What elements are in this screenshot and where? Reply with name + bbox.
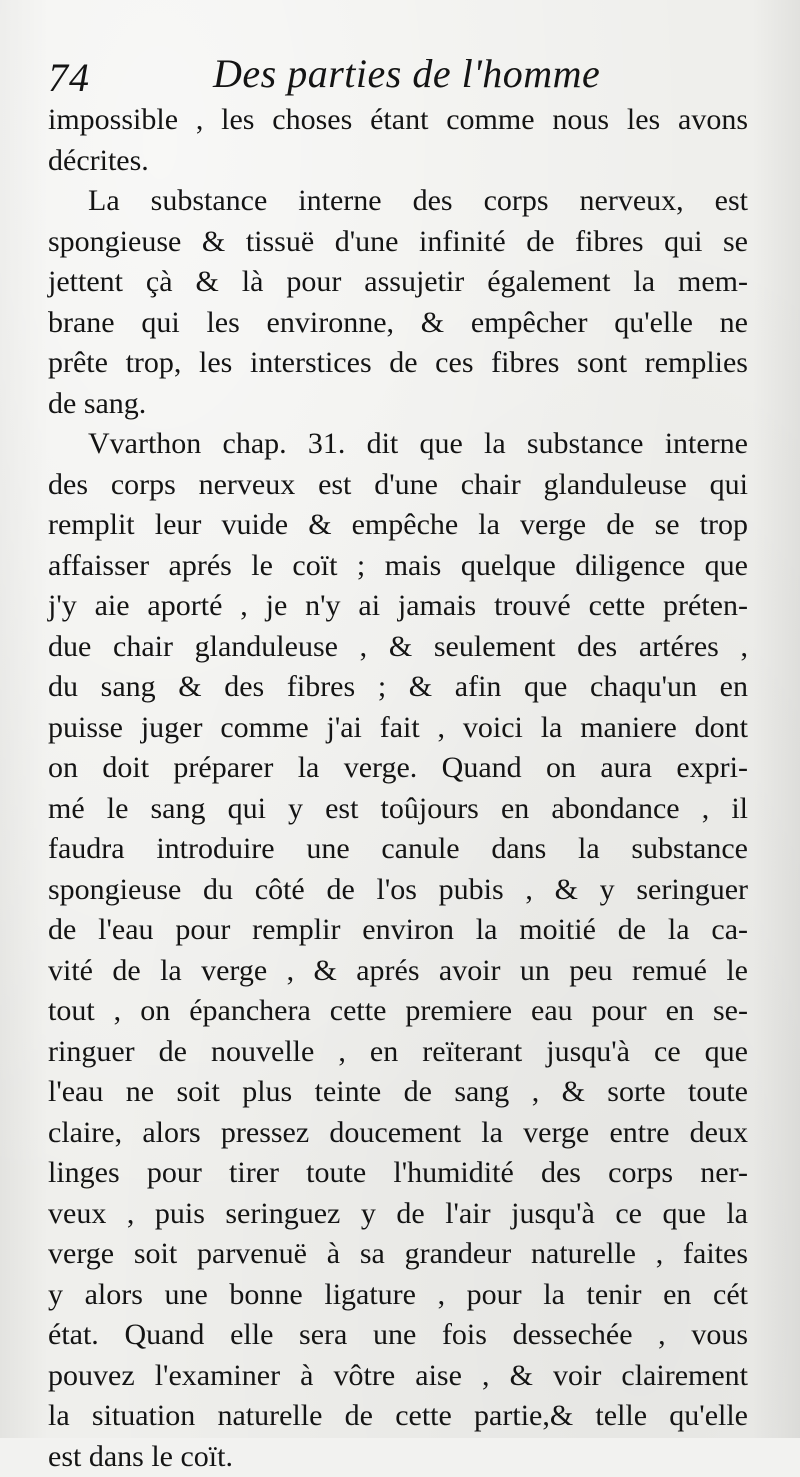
text-line: pouvez l'examiner à vôtre aise , & voir clairement <box>48 1356 748 1397</box>
text-line: du sang & des fibres ; & afin que chaqu'un en <box>48 667 748 708</box>
page-header <box>48 48 748 104</box>
running-title: Des parties de l'homme <box>213 50 600 97</box>
text-line: verge soit parvenuë à sa grandeur naturelle , faites <box>48 1234 748 1275</box>
text-line: veux , puis seringuez y de l'air jusqu'à ce que la <box>48 1194 748 1235</box>
text-line: Vvarthon chap. 31. dit que la substance interne <box>48 424 748 465</box>
text-line: est dans le coït. <box>48 1437 748 1477</box>
text-line: l'eau ne soit plus teinte de sang , & sorte toute <box>48 1072 748 1113</box>
text-line: impossible , les choses étant comme nous les avons <box>48 100 748 141</box>
text-line: de l'eau pour remplir environ la moitié de la ca- <box>48 910 748 951</box>
text-line: faudra introduire une canule dans la substance <box>48 829 748 870</box>
text-line: tout , on épanchera cette premiere eau pour en se- <box>48 991 748 1032</box>
text-line: y alors une bonne ligature , pour la tenir en cét <box>48 1275 748 1316</box>
text-line: remplit leur vuide & empêche la verge de se trop <box>48 505 748 546</box>
page-number: 74 <box>48 54 90 101</box>
text-line: ringuer de nouvelle , en reïterant jusqu'à ce que <box>48 1032 748 1073</box>
text-line: on doit préparer la verge. Quand on aura expri- <box>48 748 748 789</box>
text-line: la situation naturelle de cette partie,& telle qu'elle <box>48 1396 748 1437</box>
text-line: jettent çà & là pour assujetir également la mem- <box>48 262 748 303</box>
text-line: linges pour tirer toute l'humidité des corps ner- <box>48 1153 748 1194</box>
text-line: due chair glanduleuse , & seulement des artéres , <box>48 627 748 668</box>
text-line: puisse juger comme j'ai fait , voici la maniere dont <box>48 708 748 749</box>
text-line: de sang. <box>48 384 748 425</box>
text-line: La substance interne des corps nerveux, est <box>48 181 748 222</box>
text-line: spongieuse & tissuë d'une infinité de fibres qui se <box>48 222 748 263</box>
text-line: brane qui les environne, & empêcher qu'elle ne <box>48 303 748 344</box>
body-text <box>48 100 748 1477</box>
text-line: claire, alors pressez doucement la verge entre deux <box>48 1113 748 1154</box>
text-line: spongieuse du côté de l'os pubis , & y seringuer <box>48 870 748 911</box>
text-line: j'y aie aporté , je n'y ai jamais trouvé cette préten- <box>48 586 748 627</box>
text-line: vité de la verge , & aprés avoir un peu remué le <box>48 951 748 992</box>
text-line: mé le sang qui y est toûjours en abondance , il <box>48 789 748 830</box>
text-line: état. Quand elle sera une fois dessechée , vous <box>48 1315 748 1356</box>
text-line: affaisser aprés le coït ; mais quelque diligence que <box>48 546 748 587</box>
text-line: prête trop, les interstices de ces fibres sont remplies <box>48 343 748 384</box>
text-line: des corps nerveux est d'une chair glanduleuse qui <box>48 465 748 506</box>
text-line: décrites. <box>48 141 748 182</box>
